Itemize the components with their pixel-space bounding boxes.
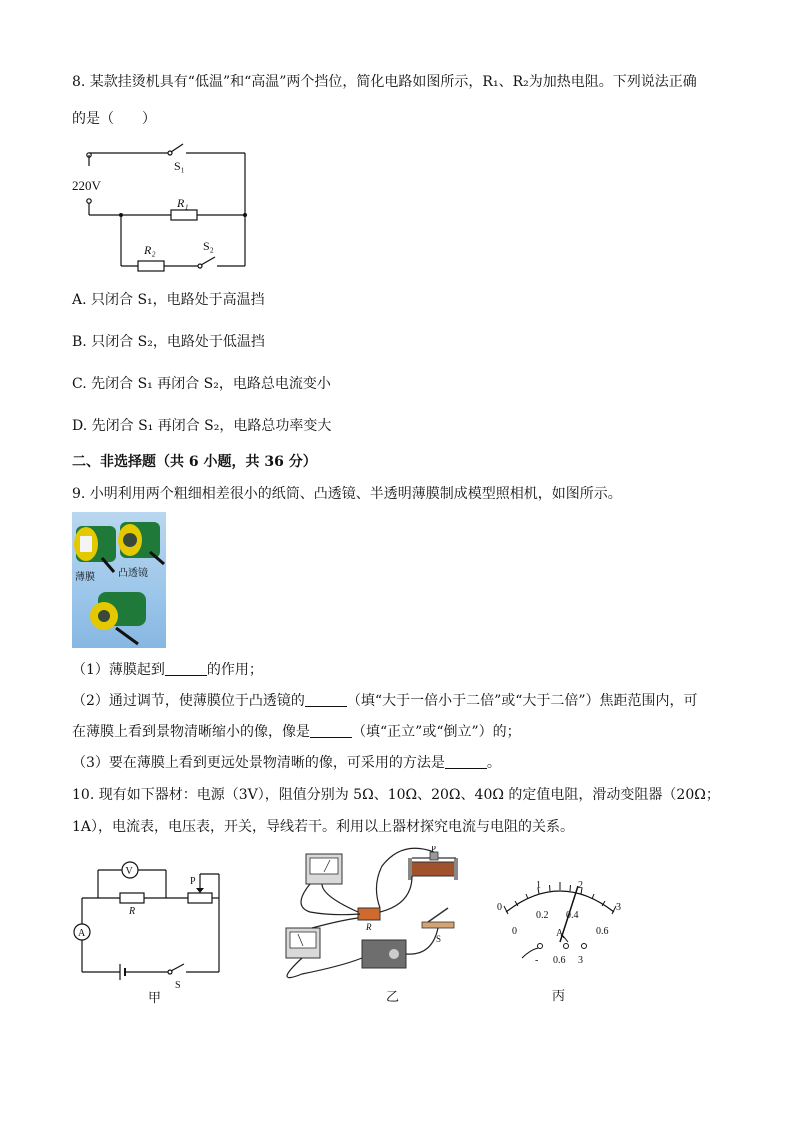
yi-switch-label: S [436, 934, 442, 944]
q9-part-3: （3）要在薄膜上看到更远处景物清晰的像，可采用的方法是 。 [72, 755, 501, 771]
q8-option-d: D. 先闭合 S₁ 再闭合 S₂，电路总功率变大 [72, 418, 332, 434]
ammeter-label: A [78, 928, 86, 939]
power-supply-device [362, 940, 406, 968]
outer-tick-2: 2 [578, 880, 583, 891]
resistor-device [358, 908, 380, 920]
voltage-label: 220V [72, 178, 101, 193]
resistor-r2 [138, 261, 164, 271]
figure-bing-label: 丙 [552, 988, 566, 1003]
inner-tick-0: 0 [512, 926, 517, 937]
lens-label: 凸透镜 [118, 568, 148, 579]
resistor-r1 [171, 210, 197, 220]
resistor-r [120, 893, 144, 903]
terminal-label-06: 0.6 [553, 955, 566, 966]
inner-tick-2: 0.4 [566, 910, 579, 921]
rheostat-device [410, 862, 456, 876]
terminal-neg [538, 944, 543, 949]
answer-blank[interactable] [305, 692, 347, 707]
rheostat [188, 893, 212, 903]
figure-yi-apparatus [262, 846, 472, 1010]
terminal-06 [564, 944, 569, 949]
r2-label: R₂ [144, 243, 156, 257]
yi-resistor-label: R [366, 922, 372, 932]
terminal-label-neg: - [535, 955, 539, 966]
q9-part-2-line2: 在薄膜上看到景物清晰缩小的像，像是 （填“正立”或“倒立”）的； [72, 724, 521, 740]
figure-jia-label: 甲 [148, 990, 162, 1005]
q10-stem-line2: 1A），电流表，电压表，开关，导线若干。利用以上器材探究电流与电阻的关系。 [72, 819, 575, 835]
switch-symbol [171, 964, 184, 971]
section-2-title: 二、非选择题（共 6 小题，共 36 分） [72, 454, 317, 470]
q8-option-c: C. 先闭合 S₁ 再闭合 S₂，电路总电流变小 [72, 376, 331, 392]
film-label: 薄膜 [75, 572, 95, 583]
q8-option-b: B. 只闭合 S₂，电路处于低温挡 [72, 334, 265, 350]
resistor-label: R [129, 906, 136, 917]
outer-tick-0: 0 [497, 902, 502, 913]
terminal-3 [582, 944, 587, 949]
q8-option-a: A. 只闭合 S₁，电路处于高温挡 [72, 292, 265, 308]
q9-part-1: （1）薄膜起到 的作用； [72, 662, 263, 678]
answer-blank[interactable] [165, 661, 207, 676]
inner-tick-3: 0.6 [596, 926, 609, 937]
dial-unit: A [556, 928, 564, 939]
q8-stem-line2: 的是（ ） [72, 111, 156, 127]
r1-label: R₁ [177, 196, 189, 210]
figure-bing-dial [492, 872, 632, 1011]
answer-blank[interactable] [310, 723, 352, 738]
figure-jia-circuit [68, 852, 238, 1011]
yi-slider-label: P [431, 846, 437, 854]
switch-device [422, 922, 454, 928]
outer-tick-3: 3 [616, 902, 621, 913]
q9-stem: 9. 小明利用两个粗细相差很小的纸筒、凸透镜、半透明薄膜制成模型照相机，如图所示。 [72, 486, 622, 502]
q9-part-2-line1: （2）通过调节，使薄膜位于凸透镜的 （填“大于一倍小于二倍”或“大于二倍”）焦距范围内，可 [72, 693, 698, 709]
switch-s2-label: S₂ [203, 239, 214, 253]
inner-tick-1: 0.2 [536, 910, 549, 921]
voltmeter-label: V [125, 866, 133, 877]
q8-stem-line1: 8. 某款挂烫机具有“低温”和“高温”两个挡位，简化电路如图所示，R₁、R₂为加热电阻。下列说法正确 [72, 74, 697, 90]
answer-blank[interactable] [445, 754, 487, 769]
switch-label: S [175, 980, 181, 991]
q10-stem-line1: 10. 现有如下器材：电源（3V），阻值分别为 5Ω、10Ω、20Ω、40Ω 的定值电阻，滑动变阻器（20Ω； [72, 787, 720, 803]
switch-s1-label: S₁ [174, 159, 185, 173]
q8-circuit-diagram [70, 138, 260, 277]
camera-model-photo [72, 512, 166, 648]
dial-arc [506, 891, 614, 912]
slider-label: P [190, 876, 196, 887]
outer-tick-1: 1 [536, 880, 541, 891]
terminal-label-3: 3 [578, 955, 583, 966]
figure-yi-label: 乙 [386, 989, 400, 1004]
